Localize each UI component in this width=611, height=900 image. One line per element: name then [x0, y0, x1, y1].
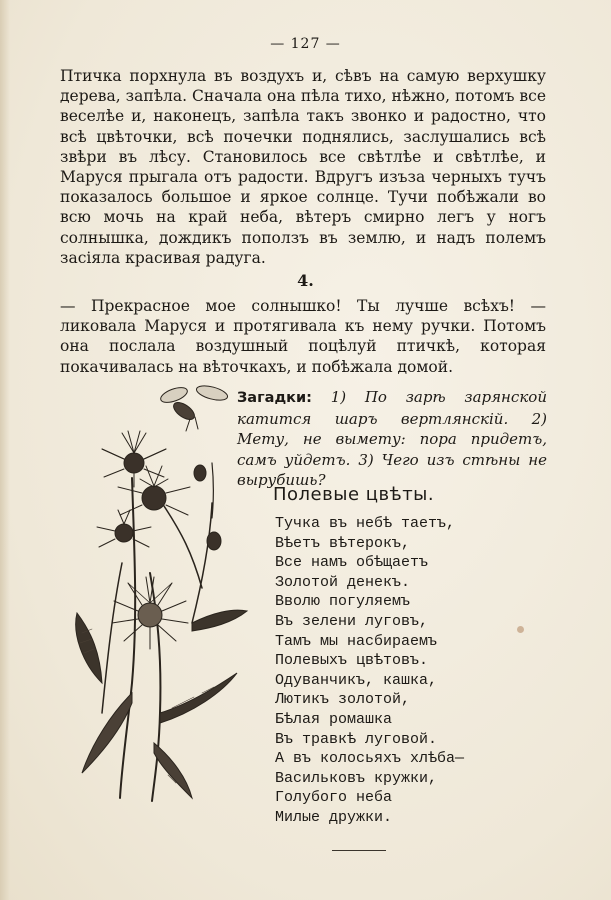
poem: [275, 514, 555, 828]
section-number: 4.: [297, 271, 314, 290]
poem-line: Голубого неба: [275, 789, 393, 807]
poem-line: Вѣетъ вѣтерокъ,: [275, 534, 411, 552]
paragraph-1: Птичка порхнула въ воздухъ и, сѣвъ на самую верхушку дерева, запѣла. Сначала она пѣла тихо, нѣжно, потомъ все веселѣе и, наконецъ, запѣла такъ звонко и радостно, что всѣ цвѣточки, всѣ почечки поднялись, заслушались всѣ звѣри въ лѣсу. Становилось все свѣтлѣе и свѣтлѣе, и Маруся прыгала отъ радости. Вдругъ изъза черныхъ тучъ показалось большое и яркое солнце. Тучи побѣжали во всю мочь на край неба, вѣтеръ смирно легъ у ногъ солнышка, дождикъ поползъ въ землю, и надъ полемъ засіяла красивая радуга.: [60, 67, 546, 267]
poem-line: Лютикъ золотой,: [275, 691, 411, 709]
riddles-block: [237, 387, 547, 491]
poem-line: А въ колосьяхъ хлѣба—: [275, 750, 465, 768]
page-edge-shadow: [0, 0, 10, 900]
poem-line: Полевыхъ цвѣтовъ.: [275, 652, 429, 670]
poem-line: Вволю погуляемъ: [275, 593, 411, 611]
poem-line: Тамъ мы насбираемъ: [275, 632, 438, 650]
paper-stain: [517, 626, 524, 633]
riddles-label: Загадки:: [237, 390, 312, 406]
poem-line: Все намъ обѣщаетъ: [275, 554, 429, 572]
wildflowers-illustration: [62, 383, 262, 803]
poem-line: Васильковъ кружки,: [275, 769, 438, 787]
riddles-text: 1) По зарѣ зарянской катится шаръ вертлянскій. 2) Мету, не вымету: пора придетъ, самъ уйдетъ. 3) Чего изъ стѣны не вырубишь?: [237, 388, 547, 489]
poem-line: Бѣлая ромашка: [275, 710, 393, 728]
poem-line: Одуванчикъ, кашка,: [275, 671, 438, 689]
page-number: — 127 —: [270, 36, 341, 52]
poem-line: Въ травкѣ луговой.: [275, 730, 438, 748]
poem-line: Золотой денекъ.: [275, 573, 411, 591]
poem-title: Полевые цвѣты.: [273, 484, 435, 505]
poem-line: Милые дружки.: [275, 808, 393, 826]
bee-icon: [159, 383, 229, 431]
poem-line: Въ зелени луговъ,: [275, 612, 429, 630]
end-rule: [332, 850, 386, 851]
poem-line: Тучка въ небѣ таетъ,: [275, 515, 456, 532]
paragraph-2: — Прекрасное мое солнышко! Ты лучше всѣхъ! — ликовала Маруся и протягивала къ нему ручки. Потомъ она послала воздушный поцѣлуй птичкѣ, которая покачивалась на вѣточкахъ, и побѣжала домой.: [60, 297, 546, 376]
